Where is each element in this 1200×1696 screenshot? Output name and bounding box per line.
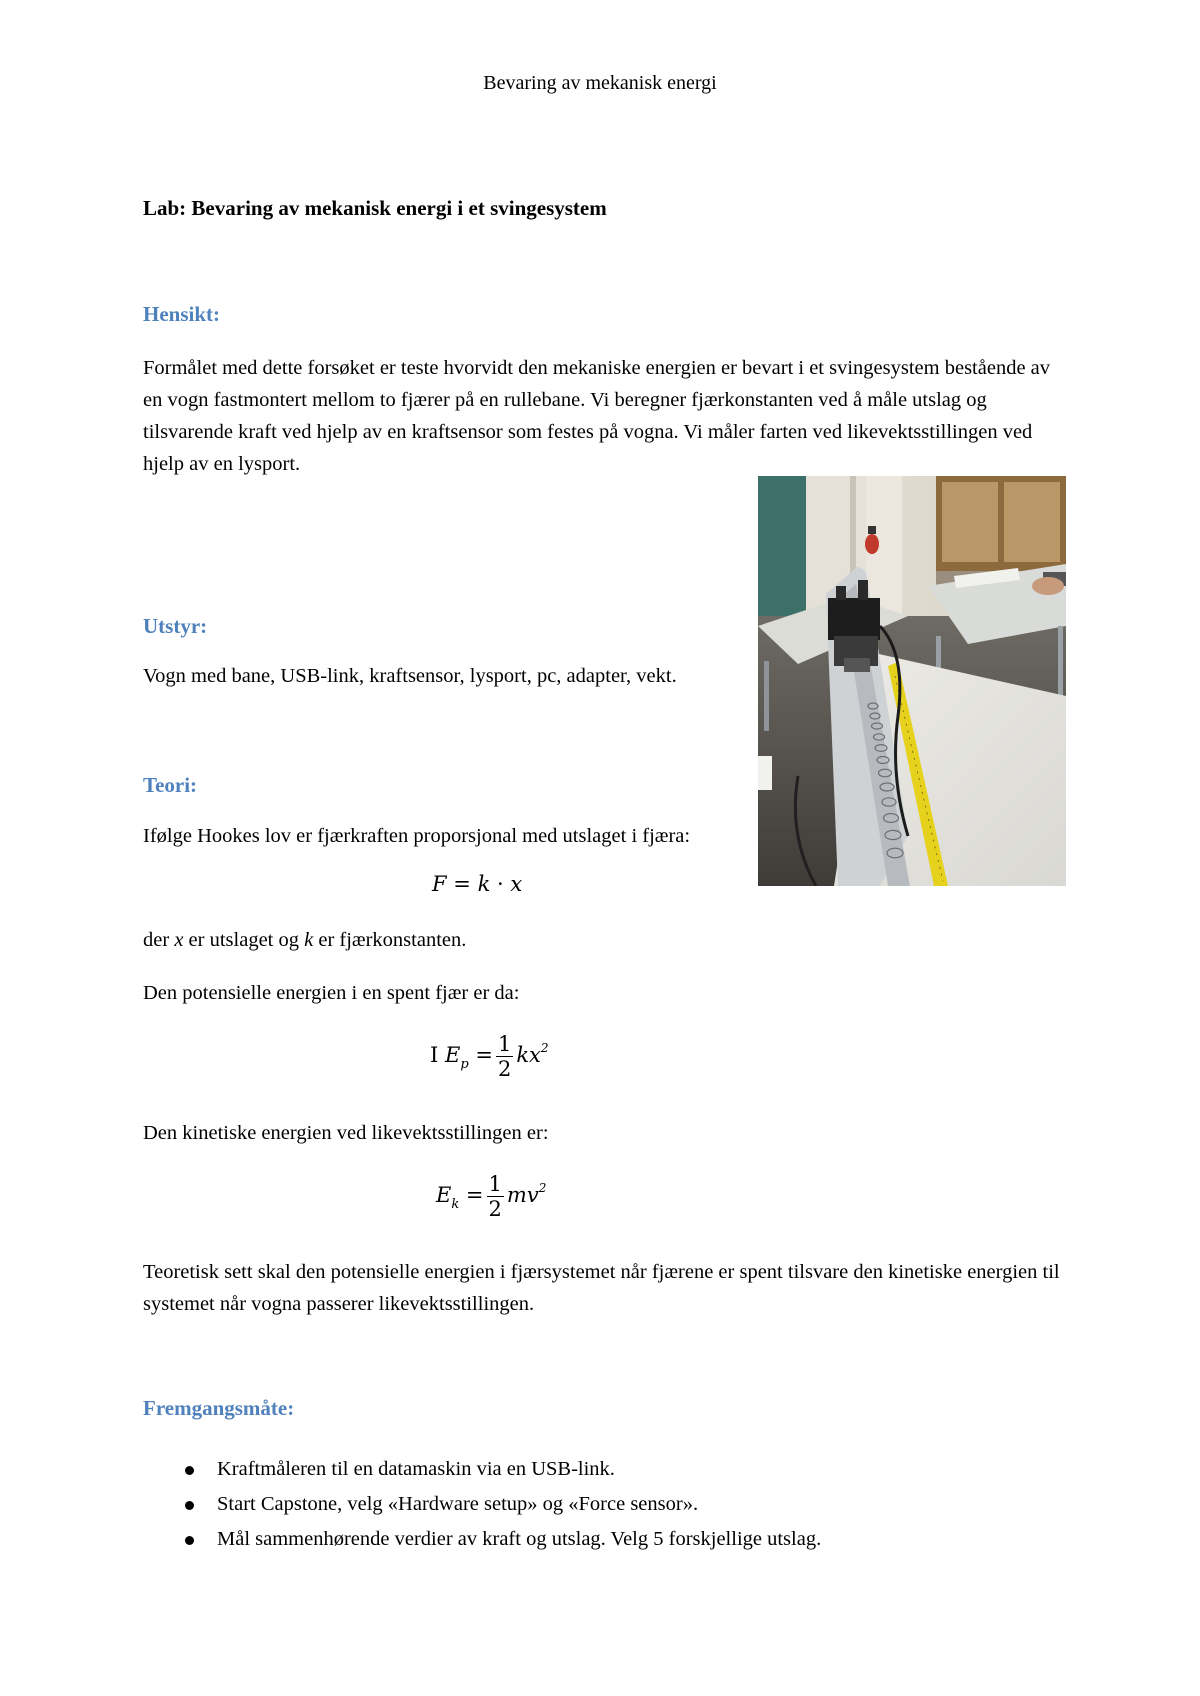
- eq-kin-fraction: [487, 1172, 504, 1221]
- explain-post: er fjærkonstanten.: [313, 929, 467, 951]
- eq-pot-num: 1: [497, 1032, 512, 1056]
- paragraph-hooke-explain: [143, 924, 1073, 956]
- eq-kin-equals: =: [465, 1183, 484, 1207]
- paragraph-utstyr: Vogn med bane, USB-link, kraftsensor, lysport, pc, adapter, vekt.: [143, 665, 677, 687]
- equation-potential-energy: [430, 1032, 549, 1081]
- eq-pot-equals: =: [475, 1043, 493, 1067]
- explain-x: x: [174, 929, 184, 951]
- heading-hensikt: Hensikt:: [143, 302, 221, 326]
- running-header: Bevaring av mekanisk energi: [483, 72, 717, 94]
- eq-kin-body: mv: [506, 1183, 539, 1207]
- explain-mid: er utslaget og: [183, 929, 305, 951]
- heading-utstyr: Utstyr:: [143, 614, 208, 638]
- eq-pot-den: 2: [497, 1057, 512, 1081]
- eq-pot-sup: 2: [540, 1041, 549, 1055]
- eq-hooke-lhs: F: [432, 872, 447, 896]
- eq-kin-num: 1: [488, 1172, 502, 1196]
- paragraph-hooke-intro: Ifølge Hookes lov er fjærkraften proporsjonal med utslaget i fjæra:: [143, 825, 691, 847]
- eq-hooke-x: x: [510, 872, 523, 896]
- explain-pre: der: [143, 929, 175, 951]
- equation-hookes-law: [432, 872, 522, 896]
- document-title: Lab: Bevaring av mekanisk energi i et svingesystem: [143, 196, 607, 220]
- eq-kin-sub: k: [451, 1197, 460, 1212]
- procedure-list: [183, 1452, 821, 1557]
- heading-teori: Teori:: [143, 773, 198, 797]
- eq-pot-lhs: E: [444, 1043, 461, 1067]
- eq-hooke-dot: ·: [496, 872, 504, 896]
- eq-pot-fraction: [496, 1032, 513, 1081]
- paragraph-theory-conclusion: Teoretisk sett skal den potensielle energien i fjærsystemet når fjærene er spent tilsvare den kinetiske energien til systemet når vogna passerer likevektsstillingen.: [143, 1261, 1060, 1315]
- paragraph-hensikt: Formålet med dette forsøket er teste hvorvidt den mekaniske energien er bevart i et svingesystem bestående av en vogn fastmontert mellom to fjærer på en rullebane. Vi beregner fjærkonstanten ved å måle utslag og tilsvarende kraft ved hjelp av en kraftsensor som festes på vogna. Vi måler farten ved likevektsstillingen ved hjelp av en lysport.: [143, 357, 1051, 475]
- list-item: Kraftmåleren til en datamaskin via en USB-link.: [183, 1452, 821, 1487]
- eq-pot-body: kx: [516, 1043, 541, 1067]
- eq-hooke-k: k: [477, 872, 491, 896]
- eq-kin-den: 2: [488, 1197, 502, 1221]
- list-item: Start Capstone, velg «Hardware setup» og «Force sensor».: [183, 1487, 821, 1522]
- eq-kin-lhs: E: [436, 1183, 452, 1207]
- heading-fremgangsmate: Fremgangsmåte:: [143, 1396, 295, 1420]
- eq-kin-sup: 2: [538, 1181, 547, 1195]
- list-item: Mål sammenhørende verdier av kraft og utslag. Velg 5 forskjellige utslag.: [183, 1522, 821, 1557]
- eq-pot-sub: p: [460, 1057, 469, 1072]
- equation-kinetic-energy: [436, 1172, 546, 1221]
- paragraph-potential-intro: Den potensielle energien i en spent fjær er da:: [143, 982, 520, 1004]
- paragraph-kinetic-intro: Den kinetiske energien ved likevektsstillingen er:: [143, 1122, 549, 1144]
- eq-hooke-equals: =: [453, 872, 471, 896]
- eq-pot-prefix: I: [430, 1043, 439, 1067]
- explain-k: k: [304, 929, 314, 951]
